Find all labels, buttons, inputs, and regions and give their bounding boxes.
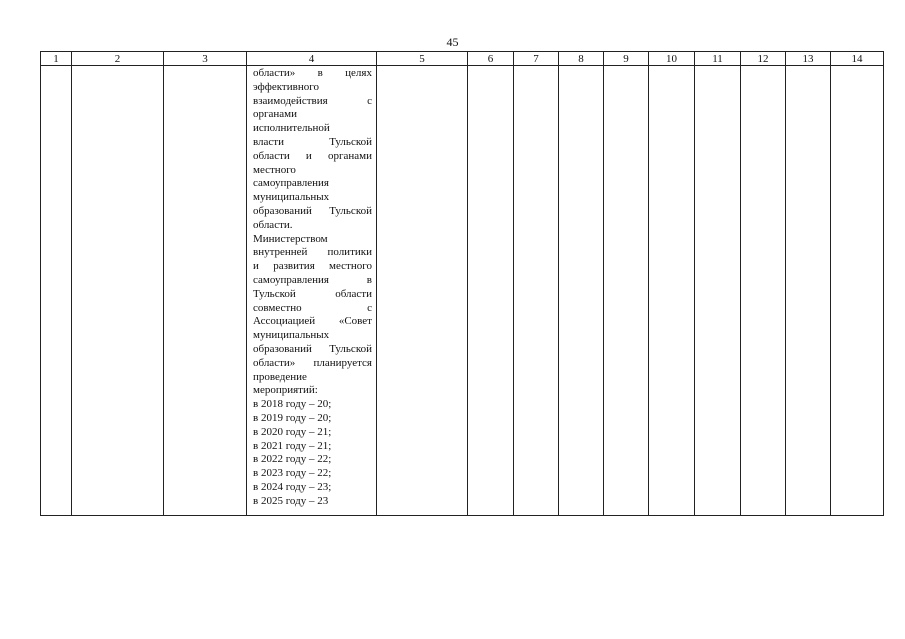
document-table: [40, 51, 884, 516]
cell-col-5: [377, 66, 468, 516]
cell-col-2: [72, 66, 164, 516]
table-row: [41, 66, 884, 516]
cell-col-14: [831, 66, 884, 516]
column-header-6: 6: [468, 52, 514, 66]
text-line: в 2025 году – 23: [253, 494, 329, 507]
cell-col-13: [786, 66, 831, 516]
page-number: 45: [446, 35, 459, 49]
text-line: Министерством: [253, 232, 328, 245]
text-line: области.: [253, 218, 293, 231]
text-line: образований Тульской: [253, 204, 372, 217]
cell-col-11: [695, 66, 741, 516]
text-line: Ассоциацией «Совет: [253, 315, 372, 328]
text-line: взаимодействия с: [253, 94, 372, 107]
cell-col-3: [164, 66, 247, 516]
text-line: области» в целях: [253, 67, 372, 79]
column-header-2: 2: [72, 52, 164, 66]
cell-col-12: [741, 66, 786, 516]
text-line: местного: [253, 163, 296, 176]
column-header-13: 13: [786, 52, 831, 66]
text-line: исполнительной: [253, 122, 330, 135]
text-line: в 2019 году – 20;: [253, 411, 332, 424]
text-line: Тульской области: [253, 287, 372, 300]
text-line: проведение: [253, 370, 307, 383]
cell-col-6: [468, 66, 514, 516]
column-4-text: [247, 66, 376, 509]
cell-col-8: [559, 66, 604, 516]
text-line: области» планируется: [253, 356, 372, 369]
text-line: в 2020 году – 21;: [253, 425, 332, 438]
column-header-14: 14: [831, 52, 884, 66]
text-line: муниципальных: [253, 329, 330, 342]
column-header-5: 5: [377, 52, 468, 66]
cell-col-7: [514, 66, 559, 516]
text-line: самоуправления: [253, 177, 329, 190]
cell-col-1: [41, 66, 72, 516]
text-line: органами: [253, 108, 298, 121]
column-header-10: 10: [649, 52, 695, 66]
column-header-9: 9: [604, 52, 649, 66]
text-line: эффективного: [253, 80, 319, 93]
text-line: и развития местного: [253, 260, 372, 273]
column-header-12: 12: [741, 52, 786, 66]
text-line: самоуправления в: [253, 273, 372, 286]
text-line: в 2023 году – 22;: [253, 467, 332, 480]
column-header-3: 3: [164, 52, 247, 66]
cell-col-4: [247, 66, 377, 516]
text-line: внутренней политики: [253, 246, 372, 259]
text-line: образований Тульской: [253, 342, 372, 355]
text-line: в 2022 году – 22;: [253, 453, 332, 466]
text-line: в 2021 году – 21;: [253, 439, 332, 452]
cell-col-10: [649, 66, 695, 516]
text-line: в 2024 году – 23;: [253, 480, 332, 493]
column-header-7: 7: [514, 52, 559, 66]
cell-col-9: [604, 66, 649, 516]
text-line: муниципальных: [253, 191, 330, 204]
column-header-8: 8: [559, 52, 604, 66]
column-header-1: 1: [41, 52, 72, 66]
table-header-row: [41, 52, 884, 66]
column-header-11: 11: [695, 52, 741, 66]
column-header-4: 4: [247, 52, 377, 66]
text-line: мероприятий:: [253, 384, 318, 397]
text-line: совместно с: [253, 301, 372, 314]
text-line: в 2018 году – 20;: [253, 398, 332, 411]
text-line: власти Тульской: [253, 135, 372, 148]
text-line: области и органами: [253, 149, 372, 162]
